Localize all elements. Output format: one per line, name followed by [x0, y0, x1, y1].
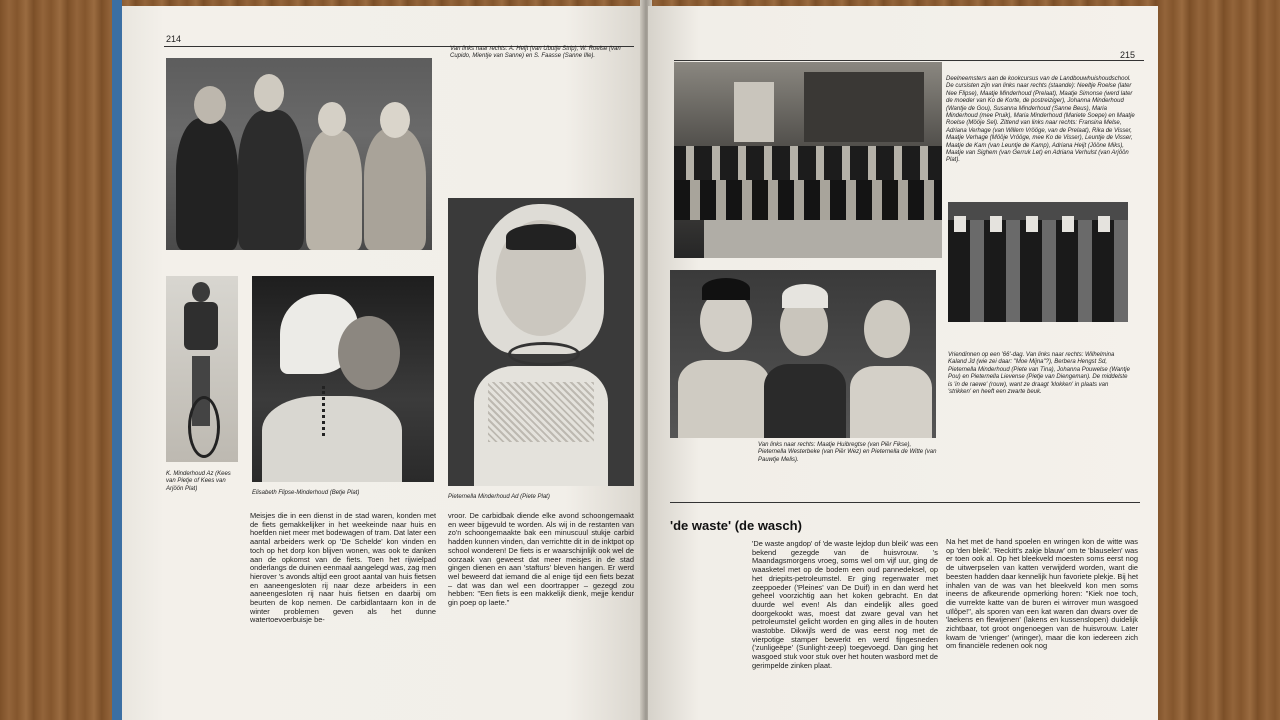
- photo-three-women: [670, 270, 936, 438]
- photo-boy-bicycle: [166, 276, 238, 462]
- header-rule-right: [674, 60, 1144, 61]
- photo-elisabeth: [252, 276, 434, 482]
- page-number-right: 215: [1120, 50, 1136, 60]
- caption-three-women: Van links naar rechts: Maatje Huibregtse (van Piër Fikse), Pieternella Westerbeke (van Piër Wez) en Pieternella de Witte (van Pauwtje Melis).: [758, 442, 937, 463]
- photo-four-people: [166, 58, 432, 250]
- photo-pieternella: [448, 198, 634, 486]
- left-page: [122, 6, 645, 720]
- caption-vriendinnen: Vriendinnen op een '66'-dag. Van links naar rechts: Wilhelmina Kaland Jd (wie zei daar: "Moe Mijna"?), Berbera Hengst Sd, Pieternella Minderhoud (Piete van Tina), Johanna Pouwelse (Wantje Pou) en Pieternella Lievense (Pietje van Diengeman). De middelste is 'in de raewe' (rouw), want ze draagt 'klokken' in plaats van 'strikken' en heeft een zwarte beuk.: [948, 352, 1130, 396]
- book-cover-edge: [112, 0, 122, 720]
- section-title: 'de waste' (de wasch): [670, 518, 802, 533]
- caption-top-photo: Van links naar rechts: A. Heijt (van Ubutje Strip), W. Roelse (van Cupido, Mientje van Sanne) en S. Faasse (Sanne Ille).: [450, 46, 621, 60]
- page-number-left: 214: [166, 34, 182, 44]
- body-text-right-col1: 'De waste angdop' of 'de waste lejdop dun bleik' was een bekend gezegde van de huisvrouw. 's Maandagsmorgens vroeg, soms wel om vijf uur, ging de waasketel met op de bodem een oud pannedeksel, op het driepits-petroleumstel. Er ging regenwater met zeeppoeder ('Pleines' van De Duif) in en dan werd het geheel voorzichtig aan het koken gebracht. En dat duurde wel even! Als dan eindelijk alles goed doorgekookt was, moest dat zware geval van het petroleumstel gelicht worden en ging alles in de houten wastobbe. Dikwijls werd de was eerst nog met de vierpotige stamper bewerkt en werd fijngesneden ('zunligeëpe' (Sunlight-zeep) toegevoegd. Dan ging het wasgoed stuk voor stuk over het houten wasbord met de gerimpelde zinken plaat.: [752, 539, 939, 670]
- body-text-left-col2: vroor. De carbidbak diende elke avond schoongemaakt en weer bijgevuld te worden. Als wij in de restanten van zo'n schoongemaakte bak een minuscuul stukje carbid hadden kunnen vinden, dan verrichtte dit in de inktpot op school wonderen! De fiets is er waarschijnlijk ook wel de oorzaak van geweest dat meer meisjes in de stad gingen dienen en aan 'stafturs' bleven hangen. Er werd wel beweerd dat iemand die al enige tijd een fiets bezat – dat was dan wel een doortrapper – gezegd zou hebben: "Een fiets is een makkelijk dienk, mejje kendur gin poep op laete.": [448, 511, 634, 608]
- body-text-left-col1: Meisjes die in een dienst in de stad waren, konden met de fiets gemakkelijker in het weekeinde naar huis en hoefden niet meer met bodewagen of tram. Dat later een aantal arbeiders werk op 'De Schelde' kon vinden en toch op het dorp kon blijven wonen, was ook te danken aan de opkomst van de fiets. Toen het rijwielpad onderlangs de duinen eenmaal aangelegd was, zag men hierover 's avonds altijd een groot aantal van huis fietsen en aaneengesloten rij naar deze arbeiders in een aaneengesloten rij naar huis fietsen en daarbij om beurten de kop nemen. De carbidlantaarn kon in de winter problemen geven als het dunne watertoevoerbuisje be-: [250, 511, 436, 625]
- caption-kookcursus: Deelneemsters aan de kookcursus van de Landbouwhuishoudschool. De cursisten zijn van links naar rechts (staande): Neeltje Roelse (later Nee Flipse), Maatje Minderhoud (Prelaat), Maatje Simonse (werd later de moeder van Ko de Korte, de postreiziger), Johanna Minderhoud (Wantje de Gou), Susanna Minderhoud (Sanne Beus), Maria Minderhoud (mee Pruik), Maria Minderhoud (Mariete Soepe) en Maatje Roelse (Mööje Sel). Zittend van links naar rechts: Fransina Melse, Adriana Verhage (van Willem Vrööge, van de Prelaat), Rika de Visser, Maatje Verhage (Mööje Vrööge, mee Ko de Visser), Leuntje de Visser, Maatje de Kam (van Leuntje de Kamp), Adriana Heijt (Jööne Miks), Maatje van Sighem (van Gerruk Let) en Adriana Verhulst (van Arjöön Plat).: [946, 76, 1135, 164]
- right-page: [648, 6, 1158, 720]
- caption-elisabeth: Elisabeth Flipse-Minderhoud (Betje Plat): [252, 490, 360, 496]
- body-text-right-col2: Na het met de hand spoelen en wringen kon de witte was op 'den bleik'. 'Reckitt's zakje blauw' om te 'blauselen' was er toen ook al. Op het bleekveld moesten soms eerst nog de uitwerpselen van katten verwijderd worden, want die beesten hadden daar kennelijk hun favoriete plekje. Bij het inhalen van de was van het bleekveld kon men soms ineens de afkeurende opmerking horen: "Kiek noe toch, die vurrekte katte van de buren ei wirrover mun wasgoed uïlôpe!", als sporen van een kat waren dan dwars over de 'laekens en flewijenen' (lakens en kussenslopen) duidelijk zichtbaar, tot groot ongenoegen van de huisvrouw. Later kwam de 'vrienger' (wringer), maar die kon iedereen zich om financiële redenen ook nog: [946, 537, 1138, 651]
- caption-pieternella: Pieternella Minderhoud Ad (Piete Plat): [448, 494, 550, 500]
- section-rule: [670, 502, 1140, 503]
- photo-vriendinnen: [948, 202, 1128, 322]
- photo-kookcursus-group: [674, 62, 942, 258]
- caption-boy-bicycle: K. Minderhoud Az (Kees van Pietje of Kees van Arjöön Plat): [166, 471, 231, 492]
